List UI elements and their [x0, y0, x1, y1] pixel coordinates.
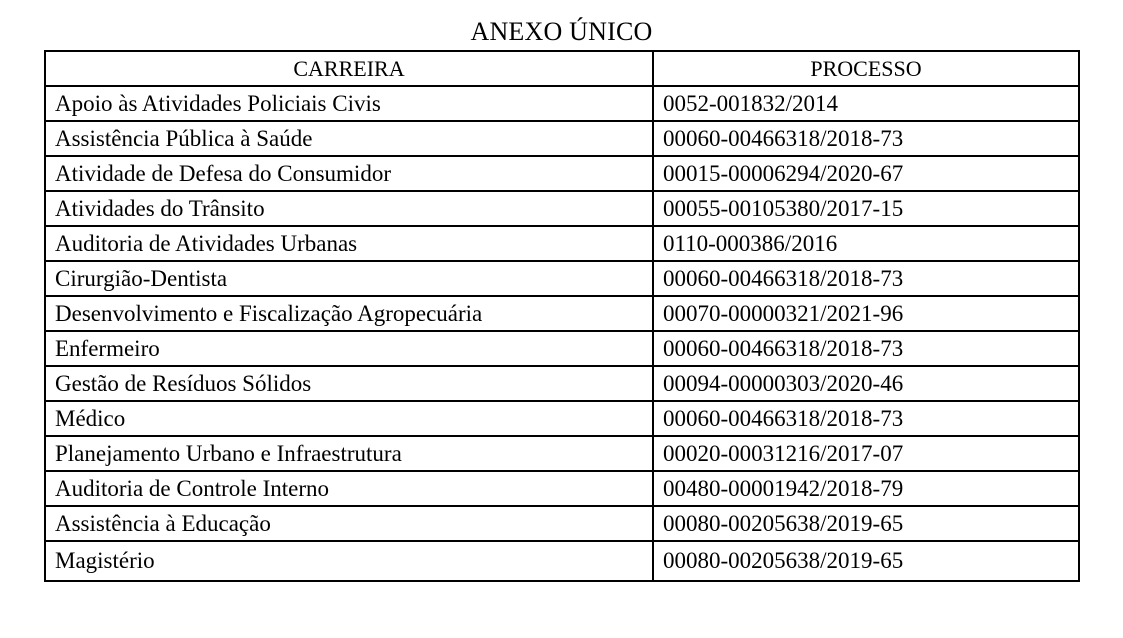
carreira-cell: Desenvolvimento e Fiscalização Agropecuária	[45, 296, 653, 331]
processo-cell: 00080-00205638/2019-65	[653, 541, 1079, 581]
processo-cell: 00060-00466318/2018-73	[653, 261, 1079, 296]
table-row	[45, 471, 1079, 506]
processo-cell: 0110-000386/2016	[653, 226, 1079, 261]
carreira-cell: Atividade de Defesa do Consumidor	[45, 156, 653, 191]
processo-cell: 00480-00001942/2018-79	[653, 471, 1079, 506]
carreira-cell: Cirurgião-Dentista	[45, 261, 653, 296]
column-header-carreira: CARREIRA	[45, 51, 653, 86]
table-row	[45, 401, 1079, 436]
annex-table	[44, 50, 1080, 582]
carreira-cell: Assistência à Educação	[45, 506, 653, 541]
column-header-processo: PROCESSO	[653, 51, 1079, 86]
table-body	[45, 86, 1079, 581]
table-row	[45, 296, 1079, 331]
table-row	[45, 86, 1079, 121]
table-row	[45, 541, 1079, 581]
processo-cell: 00060-00466318/2018-73	[653, 331, 1079, 366]
carreira-cell: Apoio às Atividades Policiais Civis	[45, 86, 653, 121]
processo-cell: 00070-00000321/2021-96	[653, 296, 1079, 331]
carreira-cell: Planejamento Urbano e Infraestrutura	[45, 436, 653, 471]
table-row	[45, 506, 1079, 541]
processo-cell: 0052-001832/2014	[653, 86, 1079, 121]
carreira-cell: Magistério	[45, 541, 653, 581]
table-row	[45, 331, 1079, 366]
carreira-cell: Assistência Pública à Saúde	[45, 121, 653, 156]
processo-cell: 00080-00205638/2019-65	[653, 506, 1079, 541]
table-row	[45, 191, 1079, 226]
processo-cell: 00094-00000303/2020-46	[653, 366, 1079, 401]
carreira-cell: Auditoria de Controle Interno	[45, 471, 653, 506]
processo-cell: 00060-00466318/2018-73	[653, 121, 1079, 156]
table-row	[45, 261, 1079, 296]
carreira-cell: Enfermeiro	[45, 331, 653, 366]
table-row	[45, 121, 1079, 156]
processo-cell: 00020-00031216/2017-07	[653, 436, 1079, 471]
document-title: ANEXO ÚNICO	[470, 17, 653, 46]
table-row	[45, 226, 1079, 261]
processo-cell: 00015-00006294/2020-67	[653, 156, 1079, 191]
table-row	[45, 156, 1079, 191]
table-row	[45, 436, 1079, 471]
processo-cell: 00055-00105380/2017-15	[653, 191, 1079, 226]
carreira-cell: Atividades do Trânsito	[45, 191, 653, 226]
table-row	[45, 366, 1079, 401]
carreira-cell: Gestão de Resíduos Sólidos	[45, 366, 653, 401]
carreira-cell: Auditoria de Atividades Urbanas	[45, 226, 653, 261]
header-row	[45, 51, 1079, 86]
table-header	[45, 51, 1079, 86]
carreira-cell: Médico	[45, 401, 653, 436]
processo-cell: 00060-00466318/2018-73	[653, 401, 1079, 436]
